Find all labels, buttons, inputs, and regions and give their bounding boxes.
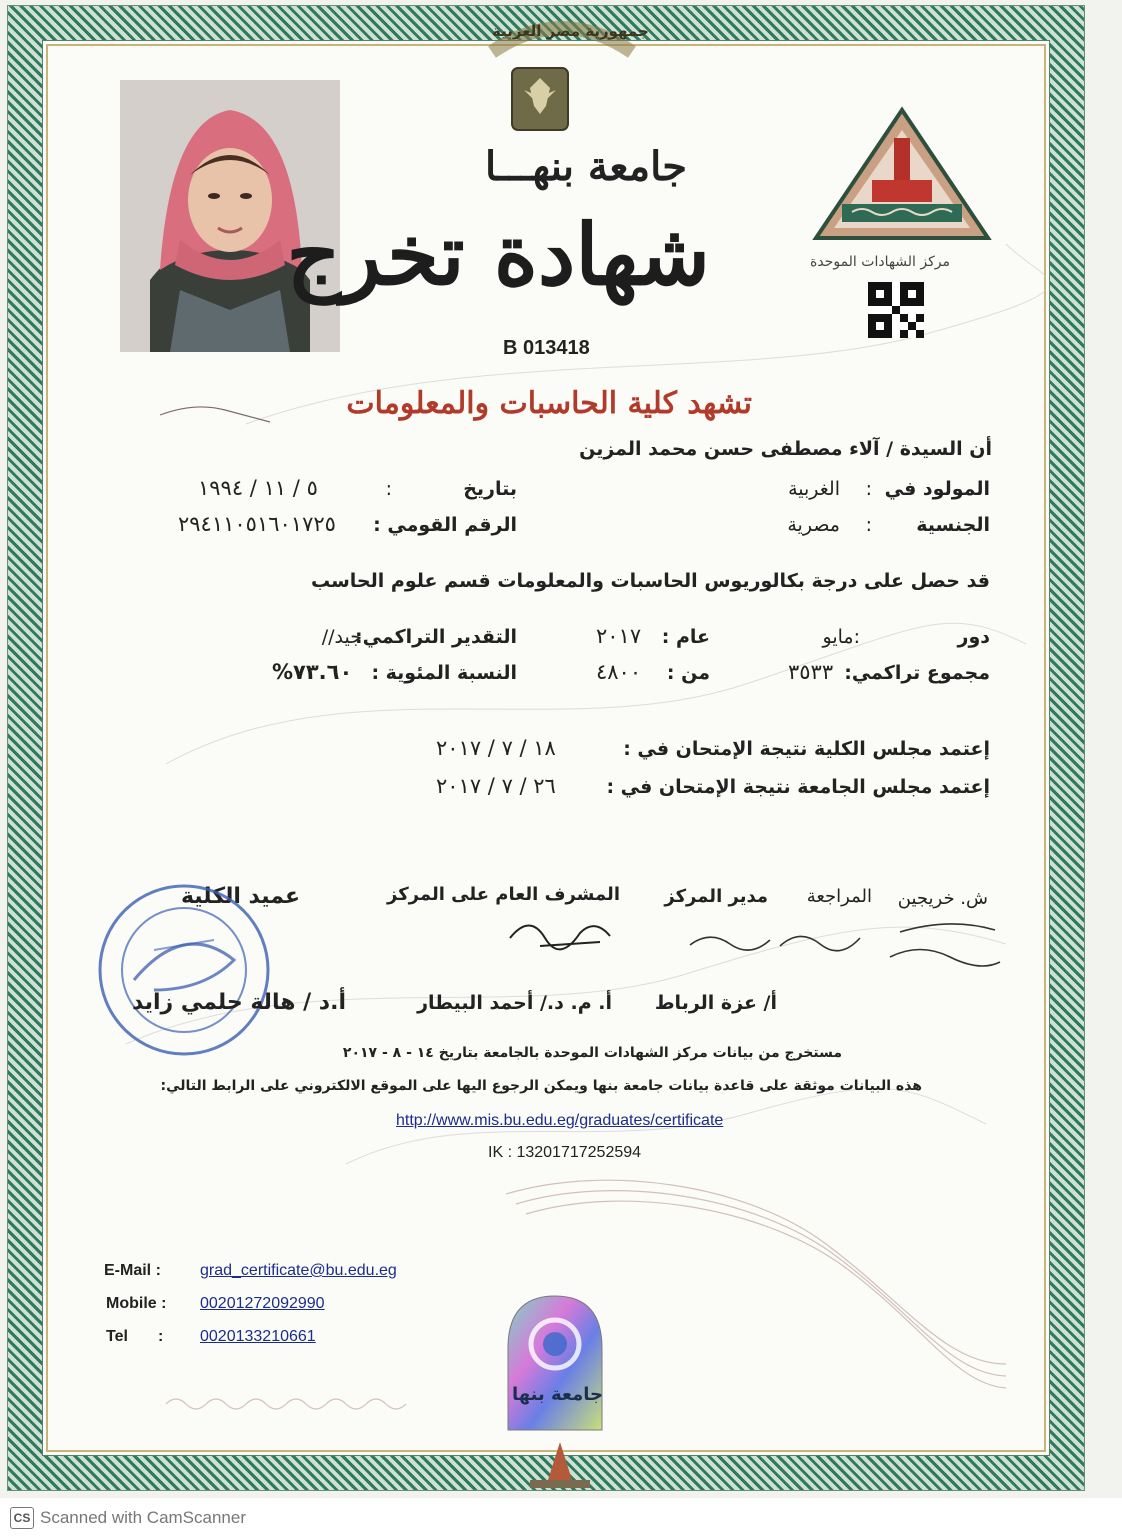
birthdate-sep: : [385,478,392,500]
university-council-date: ٢٦ / ٧ / ٢٠١٧ [436,774,556,798]
mobile-number[interactable]: 00201272092990 [200,1295,325,1312]
email-link[interactable]: grad_certificate@bu.edu.eg [200,1262,397,1279]
serial-number: B 013418 [503,337,590,359]
hologram-text: جامعة بنها [512,1384,603,1405]
center-director-title: مدير المركز [664,886,768,907]
graduates-affairs-signature [880,912,1010,982]
verification-link[interactable]: http://www.mis.bu.edu.eg/graduates/certificate [396,1112,724,1129]
tel-number[interactable]: 0020133210661 [200,1328,316,1345]
birthplace-label: المولود في [884,478,990,500]
session-label: دور [957,626,990,648]
university-council-approval: إعتمد مجلس الجامعة نتيجة الإمتحان في : [606,776,990,798]
graduate-name-line: أن السيدة / آلاء مصطفى حسن محمد المزين [579,438,992,460]
arch-text: جمهورية مصر العربية [492,22,649,40]
certificate-title: شهادة تخرج [286,205,710,304]
security-hologram [500,1292,610,1434]
faculty-seal-stamp [94,880,274,1060]
email-label: E-Mail : [104,1262,161,1279]
nationality-label: الجنسية [916,514,990,536]
faculty-council-approval: إعتمد مجلس الكلية نتيجة الإمتحان في : [623,738,990,760]
bottom-ornament [520,1440,600,1490]
camscanner-label: Scanned with CamScanner [40,1508,247,1527]
supervisor-name: أ. م. د./ أحمد البيطار [417,992,612,1014]
university-name: جامعة بنهـــا [485,143,687,190]
review-title: المراجعة [806,886,872,907]
tel-sep: : [158,1328,164,1345]
out-of-value: ٤٨٠٠ [596,660,642,684]
supervisor-signature [500,908,620,958]
general-supervisor-title: المشرف العام على المركز [387,884,620,905]
percent-label: النسبة المئوية : [371,662,517,684]
graduates-affairs-title: ش. خريجين [897,888,988,909]
total-value: ٣٥٣٣ [788,660,834,684]
degree-statement: قد حصل على درجة بكالوريوس الحاسبات والمعلومات قسم علوم الحاسب [311,570,990,592]
director-signature [680,920,870,960]
national-id-value: ٢٩٤١١٠٥١٦٠١٧٢٥ [178,512,336,536]
total-label: مجموع تراكمي: [844,662,990,684]
verification-note: هذه البيانات موثقة على قاعدة بيانات جامعة بنها ويمكن الرجوع اليها على الموقع الالكتروني على الرابط التالي: [160,1078,922,1094]
tel-label: Tel [106,1328,128,1345]
pen-stroke [155,400,275,430]
year-label: عام : [661,626,710,648]
year-value: ٢٠١٧ [596,624,642,648]
mobile-label: Mobile : [106,1295,167,1312]
birthplace-sep: : [865,478,872,500]
dean-name: أ.د / هالة حلمي زايد [132,990,346,1015]
birthplace-value: الغربية [788,478,840,500]
faculty-statement: تشهد كلية الحاسبات والمعلومات [346,386,752,421]
extracted-note: مستخرج من بيانات مركز الشهادات الموحدة بالجامعة بتاريخ ١٤ - ٨ - ٢٠١٧ [342,1045,842,1061]
national-id-label: الرقم القومي : [373,514,517,536]
session-value: :مايو [822,626,860,648]
out-of-label: من : [666,662,710,684]
director-name: أ/ عزة الرباط [654,992,777,1014]
qr-code [868,282,924,338]
percent-value: ٧٣.٦٠% [272,660,353,684]
nationality-value: مصرية [787,514,840,536]
dean-title: عميد الكلية [180,884,300,909]
grade-value: جيد// [321,626,362,648]
birthdate-label: بتاريخ [463,478,517,500]
faculty-council-date: ١٨ / ٧ / ٢٠١٧ [436,736,556,760]
nationality-sep: : [865,514,872,536]
birthdate-value: ٥ / ١١ / ١٩٩٤ [198,476,318,500]
benha-university-logo [812,104,992,244]
camscanner-icon: CS [10,1507,34,1529]
ik-code: IK : 13201717252594 [488,1144,642,1161]
grade-label: التقدير التراكمي: [355,626,517,648]
unified-certificates-center: مركز الشهادات الموحدة [810,254,950,270]
